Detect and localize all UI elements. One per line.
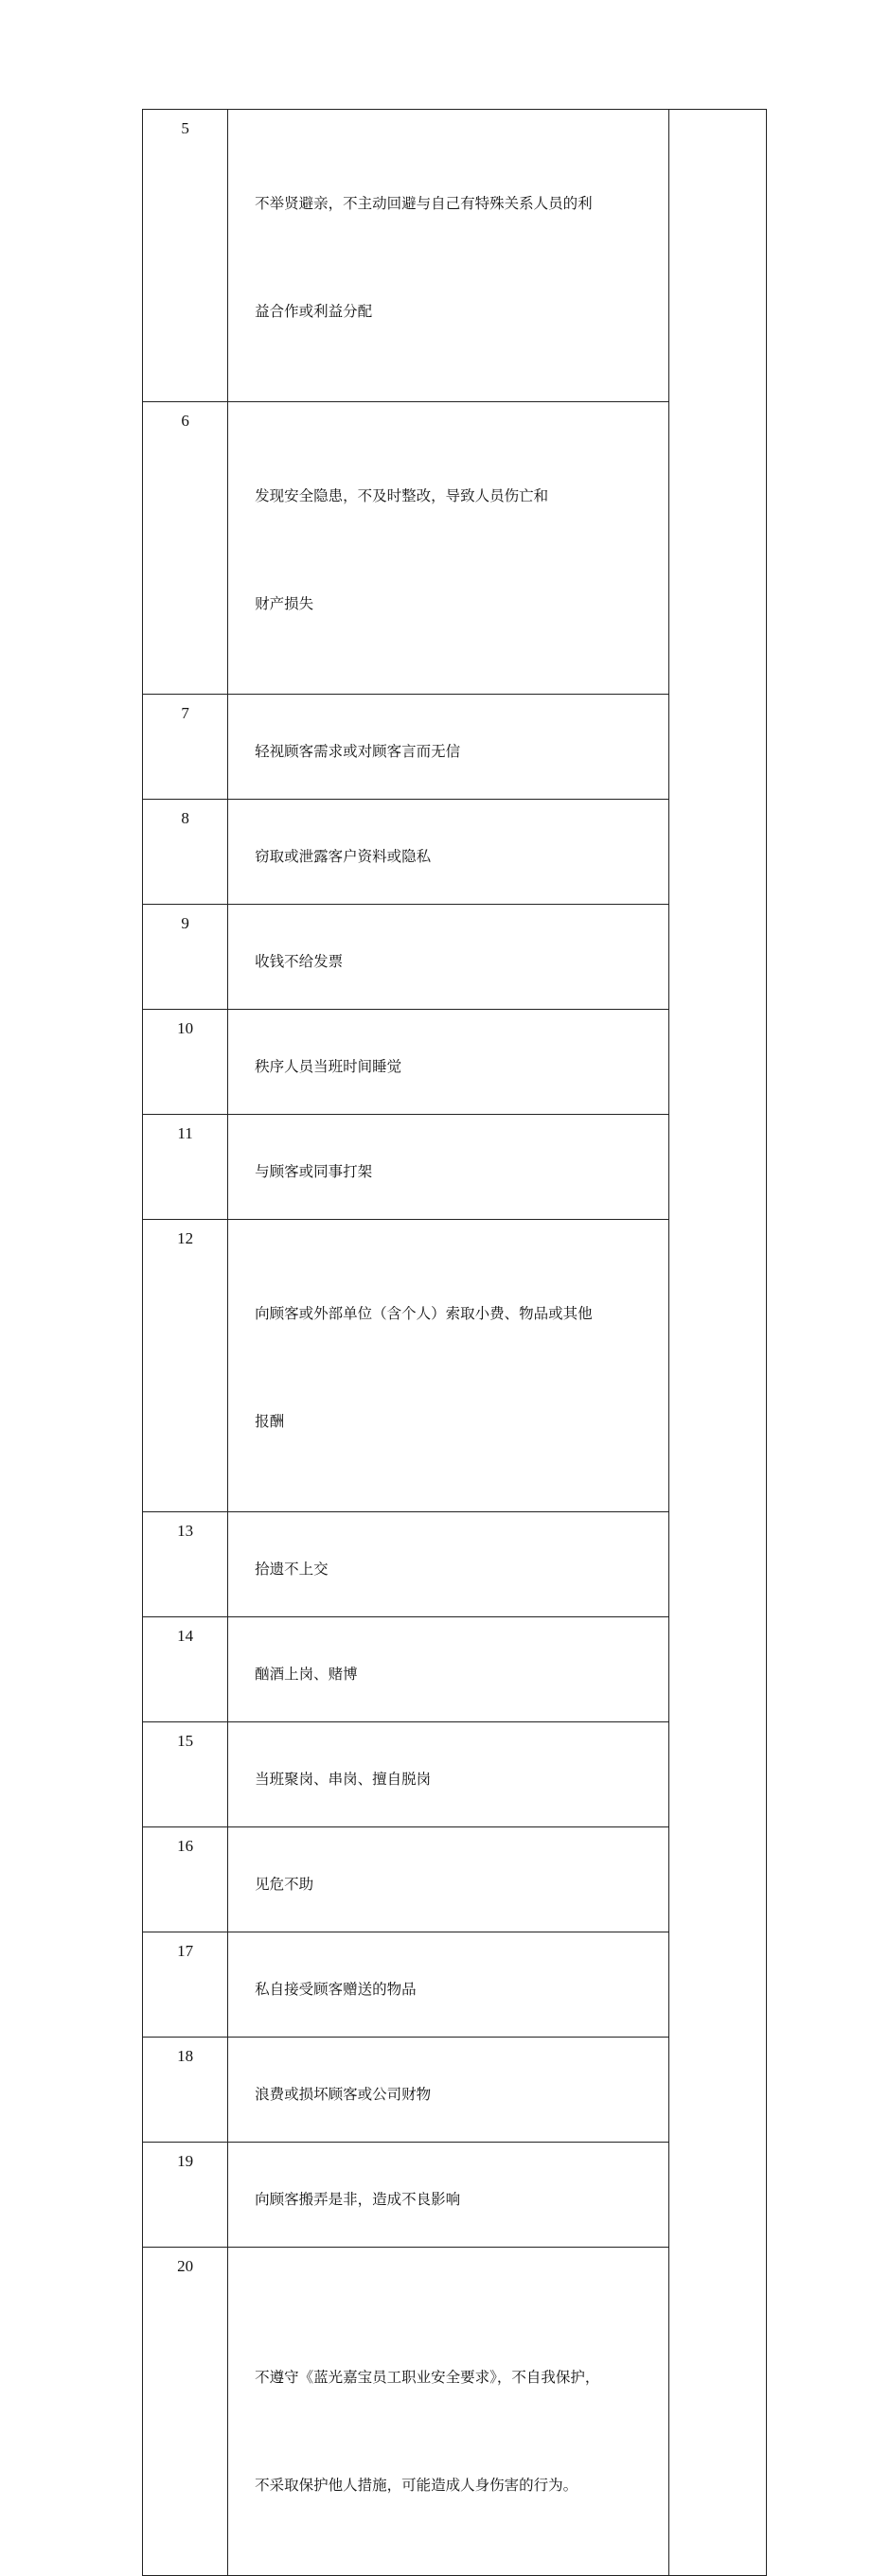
row-content-line: 窃取或泄露客户资料或隐私 (255, 848, 432, 865)
row-content (228, 905, 669, 1010)
row-content-line: 轻视顾客需求或对顾客言而无信 (255, 743, 461, 760)
row-content-line: 益合作或利益分配 (255, 303, 373, 320)
row-content (228, 402, 669, 695)
row-number: 12 (143, 1220, 228, 1512)
row-content (228, 1722, 669, 1827)
row-content (228, 1932, 669, 2038)
row-number: 7 (143, 695, 228, 800)
row-number: 10 (143, 1010, 228, 1115)
row-content (228, 1827, 669, 1932)
table-row (143, 110, 767, 402)
row-content (228, 800, 669, 905)
row-content (228, 1115, 669, 1220)
row-content-line: 见危不助 (255, 1876, 314, 1893)
row-content-line: 当班聚岗、串岗、擅自脱岗 (255, 1771, 432, 1788)
row-content-line: 不举贤避亲，不主动回避与自己有特殊关系人员的利 (255, 195, 593, 212)
row-content-line: 收钱不给发票 (255, 953, 344, 970)
row-number: 9 (143, 905, 228, 1010)
row-content-line: 向顾客或外部单位（含个人）索取小费、物品或其他 (255, 1305, 593, 1322)
row-number: 20 (143, 2248, 228, 2576)
row-number: 14 (143, 1617, 228, 1722)
row-content (228, 1617, 669, 1722)
row-number: 5 (143, 110, 228, 402)
row-number: 15 (143, 1722, 228, 1827)
remarks-cell (668, 110, 766, 2576)
row-content-line: 私自接受顾客赠送的物品 (255, 1981, 417, 1998)
row-content (228, 695, 669, 800)
row-content-line: 酗酒上岗、赌博 (255, 1666, 358, 1683)
row-number: 13 (143, 1512, 228, 1617)
row-content-line: 财产损失 (255, 595, 314, 612)
row-content (228, 110, 669, 402)
row-content (228, 1010, 669, 1115)
row-number: 19 (143, 2143, 228, 2248)
row-content-line: 不采取保护他人措施，可能造成人身伤害的行为。 (255, 2477, 578, 2494)
row-number: 16 (143, 1827, 228, 1932)
row-content-line: 发现安全隐患，不及时整改，导致人员伤亡和 (255, 487, 549, 504)
row-content-line: 浪费或损坏顾客或公司财物 (255, 2086, 432, 2103)
row-content-line: 向顾客搬弄是非，造成不良影响 (255, 2191, 461, 2208)
row-content-line: 秩序人员当班时间睡觉 (255, 1058, 402, 1075)
row-content (228, 1512, 669, 1617)
row-number: 17 (143, 1932, 228, 2038)
row-number: 8 (143, 800, 228, 905)
row-number: 11 (143, 1115, 228, 1220)
row-content-line: 与顾客或同事打架 (255, 1163, 373, 1180)
row-content (228, 2143, 669, 2248)
row-content-line: 报酬 (255, 1413, 285, 1430)
row-content (228, 2248, 669, 2576)
violations-table (142, 109, 767, 2576)
row-content-line: 不遵守《蓝光嘉宝员工职业安全要求》，不自我保护， (255, 2369, 600, 2386)
row-content (228, 2038, 669, 2143)
row-content-line: 拾遗不上交 (255, 1561, 329, 1578)
row-number: 6 (143, 402, 228, 695)
row-number: 18 (143, 2038, 228, 2143)
row-content (228, 1220, 669, 1512)
